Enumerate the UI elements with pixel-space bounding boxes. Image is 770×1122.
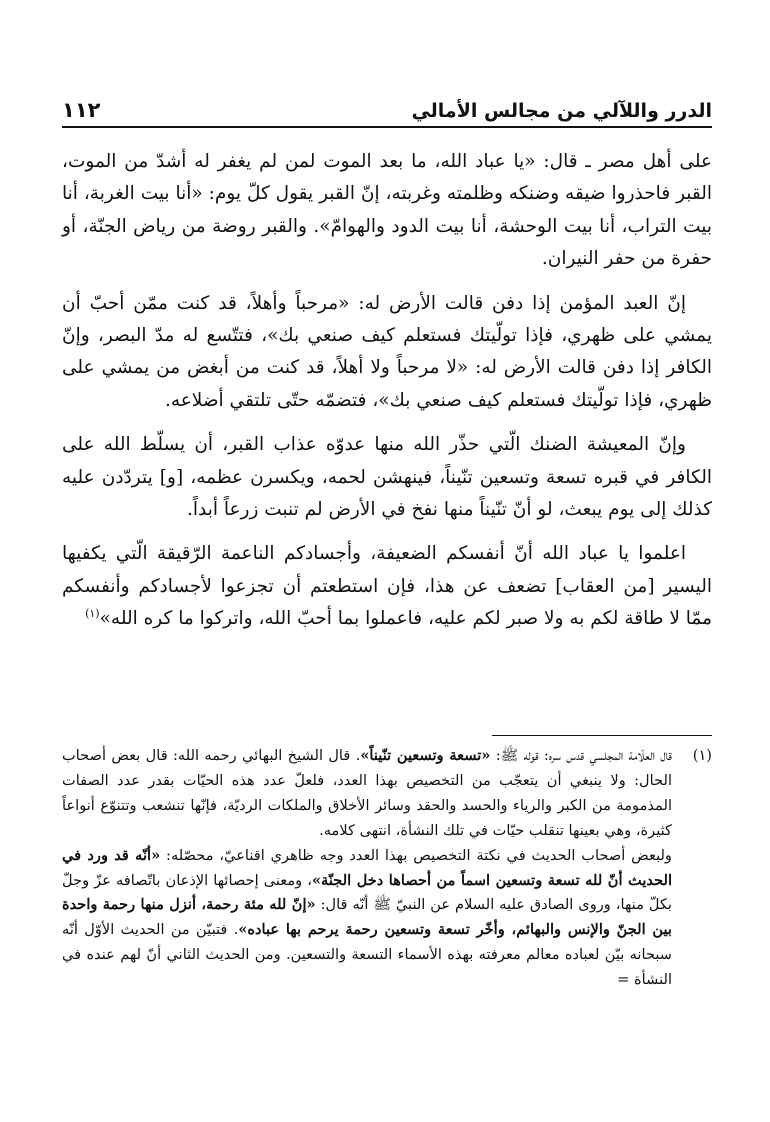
footnote-quote: «أنّه قد ورد في الحديث أنّ لله تسعة وتسعين اسماً من أحصاها دخل الجنّة» <box>62 846 672 889</box>
footnote-text: قال العلّامة المجلسي قدس سره: قوله ﷺ: <box>490 747 673 764</box>
footnote-body <box>62 744 672 993</box>
footnote-paragraph <box>62 744 672 844</box>
footnote-separator <box>492 735 712 736</box>
paragraph: على أهل مصر ـ قال: «يا عباد الله، ما بعد الموت لمن لم يغفر له أشدّ من الموت، القبر فاحذروا ضيقه وضنكه وظلمته وغربته، إنّ القبر يقول كلّ يوم: «أنا بيت الغربة، أنا بيت التراب، أنا بيت الوحشة، أنا بيت الدود والهوامّ». والقبر روضة من رياض الجنّة، أو حفرة من حفر النيران. <box>62 151 712 270</box>
footnote-text: . قال الشيخ البهائي رحمه الله: قال بعض أصحاب الحال: ولا ينبغي أن يتعجّب من التخصيص بهذا العدد، فلعلّ عدد هذه الحيّات بقدر عدد الصفات المذمومة من الكبر والرياء والحسد والحقد وسائر الأخلاق والملكات الرديّة، فإنّها تنشعب وتتنوّع أنواعاً كثيرة، وهي بعينها تنقلب حيّات في تلك النشأة، انتهى كلامه. <box>62 747 672 839</box>
footnote-number: (١) <box>692 747 712 764</box>
page-header <box>62 92 712 122</box>
paragraph <box>62 538 712 635</box>
footnote-text: ، ومعنى إحصائها الإذعان باتّصافه عزّ وجلّ بكلّ منها، وروى الصادق عليه السلام عن النبيّ ﷺ أنّه قال: <box>62 871 672 914</box>
header-rule <box>62 126 712 128</box>
footnote-quote: «إنّ لله مئة رحمة، أنزل منها رحمة واحدة بين الجنّ والإنس والبهائم، وأخّر تسعة وتسعين رحمة يرحم بها عباده» <box>62 896 672 939</box>
main-text <box>62 146 712 648</box>
footnote-quote: «تسعة وتسعين تنّيناً» <box>360 747 491 764</box>
footnotes <box>62 744 712 993</box>
paragraph: إنّ العبد المؤمن إذا دفن قالت الأرض له: «مرحباً وأهلاً، قد كنت ممّن أحبّ أن يمشي على ظهري، فإذا تولّيتك فستعلم كيف صنعي بك»، فتتّسع له مدّ البصر، وإنّ الكافر إذا دفن قالت الأرض له: «لا مرحباً ولا أهلاً، قد كنت من أبغض من يمشي على ظهري، فإذا تولّيتك فستعلم كيف صنعي بك»، فتضمّه حتّى تلتقي أضلاعه. <box>62 292 712 411</box>
footnote-text: ولبعض أصحاب الحديث في نكتة التخصيص بهذا العدد وجه ظاهري اقناعيّ، محصّله: <box>160 846 672 864</box>
footnote-paragraph <box>62 844 672 993</box>
footnote-text: . فتبيّن من الحديث الأوّل أنّه سبحانه بيّن لعباده معالم معرفته بهذه الأسماء التسعة والتسعين. ومن الحديث الثاني أنّ لهم عنده في النشأة = <box>62 921 672 989</box>
footnote <box>62 744 712 993</box>
paragraph: وإنّ المعيشة الضنك الّتي حذّر الله منها عدوّه عذاب القبر، أن يسلّط الله على الكافر في قبره تسعة وتسعين تنّيناً، فينهشن لحمه، ويكسرن عظمه، [و] يتردّدن عليه كذلك إلى يوم يبعث، لو أنّ تنّيناً منها نفخ في الأرض لم تنبت زرعاً أبداً. <box>62 434 712 521</box>
paragraph-text: اعلموا يا عباد الله أنّ أنفسكم الضعيفة، وأجسادكم الناعمة الرّقيقة الّتي يكفيها اليسير [من العقاب] تضعف عن هذا، فإن استطعتم أن تجزعوا لأجسادكم وأنفسكم ممّا لا طاقة لكم به ولا صبر لكم عليه، فاعملوا بما أحبّ الله، واتركوا ما كره الله» <box>62 543 712 630</box>
page-number: ١١٢ <box>62 98 101 122</box>
footnote-reference[interactable]: (١) <box>85 607 100 621</box>
running-title: الدرر واللآلي من مجالس الأمالي <box>411 100 712 122</box>
